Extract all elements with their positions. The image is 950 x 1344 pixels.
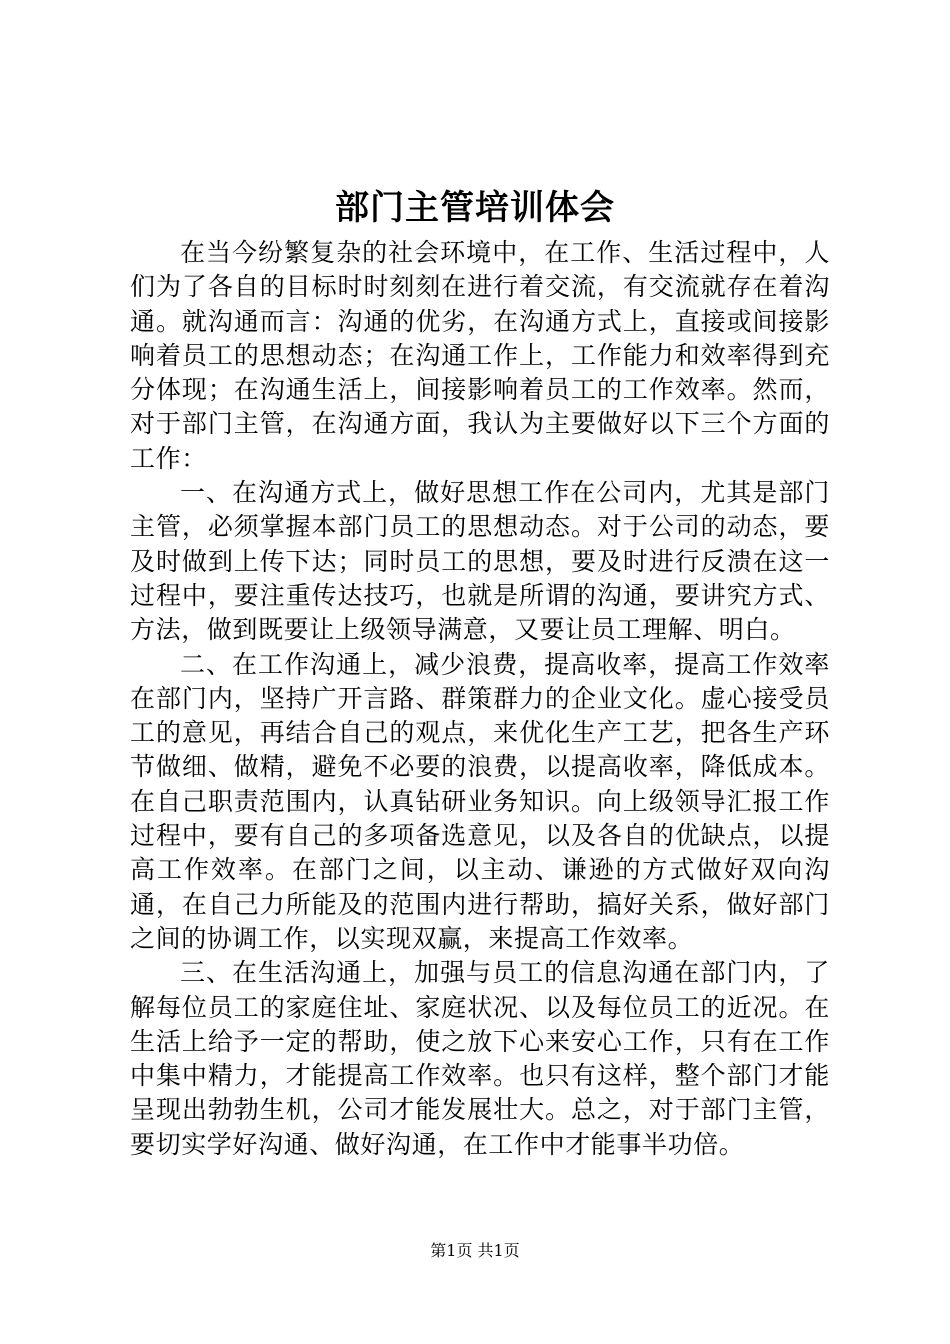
document-title: 部门主管培训体会 (335, 188, 615, 228)
paragraph-section-2: 二、在工作沟通上，减少浪费，提高收率，提高工作效率在部门内，坚持广开言路、群策群力的企业文化。虚心接受员工的意见，再结合自己的观点，来优化生产工艺，把各生产环节做细、做精，避免不必要的浪费，以提高收率，降低成本。在自己职责范围内，认真钻研业务知识。向上级领导汇报工作过程中，要有自己的多项备选意见，以及各自的优缺点，以提高工作效率。在部门之间，以主动、谦逊的方式做好双向沟通，在自己力所能及的范围内进行帮助，搞好关系，做好部门之间的协调工作，以实现双赢，来提高工作效率。 (130, 649, 830, 953)
page-number: 第1页 共1页 (430, 1241, 520, 1260)
paragraph-section-3: 三、在生活沟通上，加强与员工的信息沟通在部门内，了解每位员工的家庭住址、家庭状况、以及每位员工的近况。在生活上给予一定的帮助，使之放下心来安心工作，只有在工作中集中精力，才能提高工作效率。也只有这样，整个部门才能呈现出勃勃生机，公司才能发展壮大。总之，对于部门主管，要切实学好沟通、做好沟通，在工作中才能事半功倍。 (130, 958, 830, 1159)
paragraph-intro: 在当今纷繁复杂的社会环境中，在工作、生活过程中，人们为了各自的目标时时刻刻在进行着交流，有交流就存在着沟通。就沟通而言：沟通的优劣，在沟通方式上，直接或间接影响着员工的思想动态；在沟通工作上，工作能力和效率得到充分体现；在沟通生活上，间接影响着员工的工作效率。然而，对于部门主管，在沟通方面，我认为主要做好以下三个方面的工作： (130, 238, 830, 473)
paragraph-section-1: 一、在沟通方式上，做好思想工作在公司内，尤其是部门主管，必须掌握本部门员工的思想动态。对于公司的动态，要及时做到上传下达；同时员工的思想，要及时进行反溃在这一过程中，要注重传达技巧，也就是所谓的沟通，要讲究方式、方法，做到既要让上级领导满意，又要让员工理解、明白。 (130, 478, 830, 645)
document-body (130, 236, 830, 1162)
